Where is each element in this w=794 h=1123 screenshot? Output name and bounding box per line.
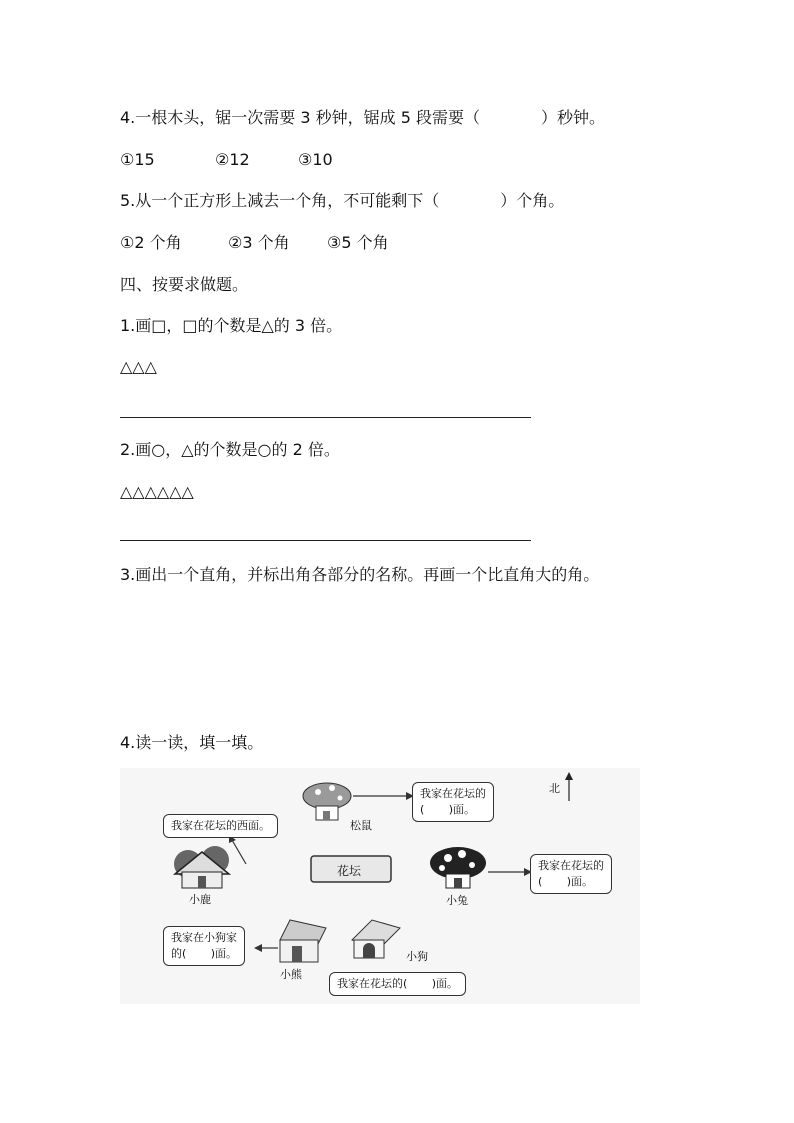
rabbit-label: 小兔 — [446, 894, 468, 907]
option-4-1: ①15 — [120, 150, 155, 169]
deer-bubble: 我家在花坛的西面。 — [163, 814, 278, 838]
option-4-3: ③10 — [298, 150, 333, 169]
squirrel-bubble: 我家在花坛的 ( )面。 — [412, 782, 494, 822]
problem-1: 1.画□，□的个数是△的 3 倍。 — [120, 316, 343, 335]
direction-figure — [120, 768, 640, 1004]
dog-label: 小狗 — [406, 950, 428, 963]
squirrel-label: 松鼠 — [350, 819, 372, 832]
problem-3: 3.画出一个直角，并标出角各部分的名称。再画一个比直角大的角。 — [120, 565, 600, 584]
problem-1-triangles: △△△ — [120, 357, 157, 376]
rabbit-bubble: 我家在花坛的 ( )面。 — [530, 854, 612, 894]
problem-4: 4.读一读，填一填。 — [120, 733, 264, 752]
rabbit-house-icon — [430, 847, 486, 888]
answer-line-2[interactable] — [120, 540, 531, 541]
deer-label: 小鹿 — [189, 893, 211, 906]
bear-bubble: 我家在小狗家 的( )面。 — [163, 926, 245, 966]
dog-bubble: 我家在花坛的( )面。 — [329, 972, 466, 996]
option-4-2: ②12 — [215, 150, 250, 169]
problem-2: 2.画○，△的个数是○的 2 倍。 — [120, 440, 340, 459]
north-label: 北 — [549, 782, 560, 795]
flowerbed-label: 花坛 — [337, 864, 362, 878]
squirrel-house-icon — [303, 783, 351, 820]
question-5: 5.从一个正方形上减去一个角，不可能剩下（ ）个角。 — [120, 191, 565, 210]
bear-house-icon — [280, 920, 326, 962]
option-5-2: ②3 个角 — [228, 233, 290, 252]
option-5-1: ①2 个角 — [120, 233, 182, 252]
dog-house-icon — [352, 920, 400, 958]
bear-label: 小熊 — [280, 968, 302, 981]
option-5-3: ③5 个角 — [327, 233, 389, 252]
question-4: 4.一根木头，锯一次需要 3 秒钟，锯成 5 段需要（ ）秒钟。 — [120, 108, 606, 127]
answer-line-1[interactable] — [120, 417, 531, 418]
problem-2-triangles: △△△△△△ — [120, 482, 194, 501]
deer-house-icon — [174, 846, 229, 888]
section-title: 四、按要求做题。 — [120, 275, 249, 294]
